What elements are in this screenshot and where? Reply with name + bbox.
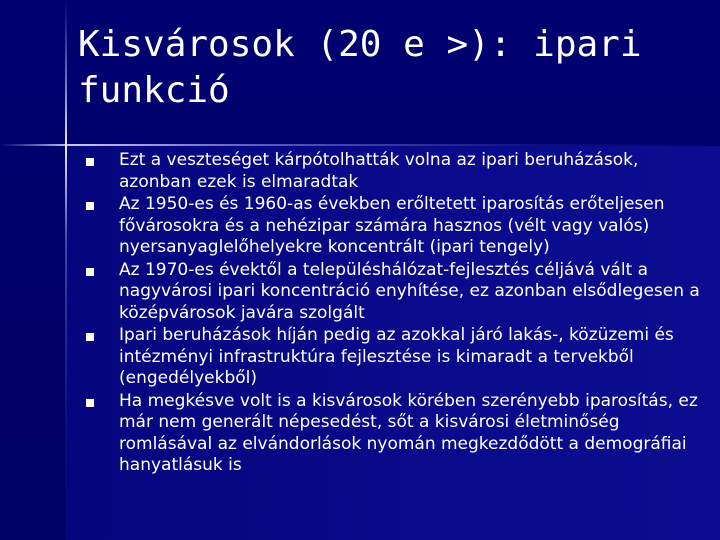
bullet-text: Az 1950-es és 1960-as években erőltetett iparosítás erőteljesen fővárosokra és a nehézipar számára hasznos (vélt vagy valós) nyersanyaglelőhelyekre koncentrált (ipari tengely) [119,194,665,257]
bullet-item [86,260,711,325]
square-bullet-icon [86,399,94,407]
bullet-text: Ezt a veszteséget kárpótolhatták volna az ipari beruházások, azonban ezek is elmaradtak [119,150,639,192]
vertical-accent-line [65,0,67,540]
slide-title: Kisvárosok (20 e >): ipari funkció [78,24,642,111]
bullet-item [86,194,711,259]
bullet-item [86,391,711,477]
square-bullet-icon [86,202,94,210]
bullet-text: Az 1970-es évektől a településhálózat-fejlesztés céljává vált a nagyvárosi ipari koncentráció enyhítése, ez azonban elsődlegesen a középvárosok javára szolgált [119,259,700,323]
square-bullet-icon [86,158,94,166]
bullet-item [86,150,711,193]
horizontal-accent-line [0,144,720,146]
square-bullet-icon [86,333,94,341]
bullet-list [86,150,711,478]
bullet-text: Ha megkésve volt is a kisvárosok körében szerényebb iparosítás, ez már nem generált népesedést, sőt a kisvárosi életminőség romlásával az elvándorlások nyomán megkezdődött a demográfiai hanyatlásuk is [119,390,698,475]
square-bullet-icon [86,268,94,276]
bullet-item [86,325,711,390]
bullet-text: Ipari beruházások híján pedig az azokkal járó lakás-, közüzemi és intézményi infrastruktúra fejlesztése is kimaradt a tervekből (engedélyekből) [119,325,674,388]
